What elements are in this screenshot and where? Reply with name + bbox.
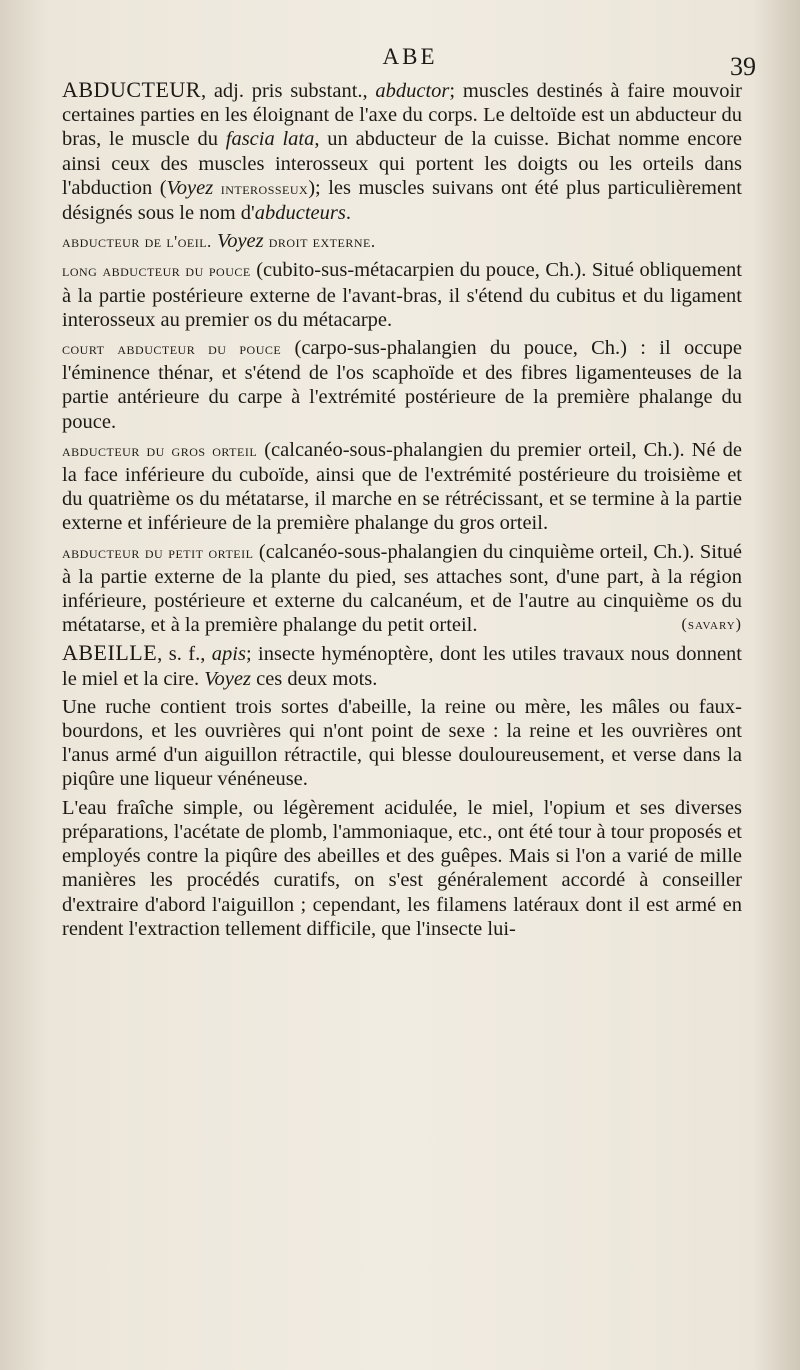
subentry-text: (calcanéo-sous-phalangien du premier orteil, Ch.). Né de la face inférieure du cuboïde, ainsi que de l'extrémité postérieure du troisième et du quatrième os du métatarse, il marche en se rétrécissant, et se termine à la partie externe et inférieure de la première phalange du gros orteil. <box>62 438 742 535</box>
entry-abducteur <box>62 78 742 225</box>
entry-text: ; muscles destinés à faire mouvoir certaines parties en les éloignant de l'axe du corps. Le deltoïde est un abducteur du bras, le muscle du <box>62 80 742 151</box>
headword-abeille: ABEILLE <box>62 640 158 666</box>
paragraph-traitement: L'eau fraîche simple, ou légèrement acidulée, le miel, l'opium et ses diverses préparations, l'acétate de plomb, l'ammoniaque, etc., ont été tour à tour proposés et employés contre la piqûre des abeilles et des guêpes. Mais si l'on a varié de mille manières les procédés curatifs, on s'est généralement accordé à conseiller d'extraire d'abord l'aiguillon ; cependant, les filamens latéraux dont il est armé en rendent l'extraction tellement difficile, que l'insecte lui- <box>62 796 742 940</box>
cross-ref-target: interosseux <box>220 178 309 198</box>
paragraph-ruche: Une ruche contient trois sortes d'abeille, la reine ou mère, les mâles ou faux-bourdons, et les ouvrières qui n'ont point de sexe : la reine et les ouvrières ont l'anus armé d'un aiguillon rétractile, qui blesse douloureusement, et verse dans la piqûre une liqueur vénéneuse. <box>62 695 742 791</box>
entry-text: ; insecte hyménoptère, dont les utiles travaux nous donnent le miel et la cire. <box>62 643 742 690</box>
subentry-text: (cubito-sus-métacarpien du pouce, Ch.). Situé obliquement à la partie postérieure externe de l'avant-bras, il s'étend du cubitus et du ligament interosseux au premier os du métacarpe. <box>62 259 742 331</box>
entry-text: ); les muscles suivans ont été plus particulièrement désignés sous le nom d' <box>62 176 742 225</box>
running-head: ABE <box>382 44 438 69</box>
author-signature: (savary) <box>681 616 742 634</box>
entry-text: . <box>345 202 351 225</box>
italic-term: abducteurs <box>254 202 346 225</box>
cross-ref-voyez: Voyez <box>204 667 251 690</box>
page-number: 39 <box>730 52 756 81</box>
subentry-head: court abducteur du pouce <box>62 339 282 359</box>
cross-ref-target: droit externe. <box>268 232 376 252</box>
entry-text: , adj. pris substant., <box>200 80 376 102</box>
subentry-long-pouce <box>62 258 742 332</box>
italic-term: fascia lata <box>225 128 315 151</box>
subentry-text: (carpo-sus-phalangien du pouce, Ch.) : il occupe l'éminence thénar, et s'étend de l'os scaphoïde et des fibres ligamenteuses de la partie antérieure du carpe à l'extrémité postérieure de la première phalange du pouce. <box>62 337 742 433</box>
subentry-oeil <box>62 229 742 254</box>
subentry-head: abducteur du petit orteil <box>62 542 254 562</box>
latin-term: abductor <box>375 80 450 102</box>
entry-text: , s. f., <box>157 643 212 666</box>
cross-ref-voyez: Voyez <box>166 176 214 199</box>
latin-term: apis <box>211 643 246 666</box>
entry-abeille <box>62 641 742 690</box>
subentry-text: (calcanéo-sous-phalangien du cinquième orteil, Ch.). Situé à la partie externe de la plante du pied, ses attaches sont, d'une part, à la région inférieure, postérieure et externe du calcanéum, et de l'autre au cinquième os du métatarse, et à la première phalange du petit orteil. <box>62 540 743 637</box>
subentry-head: abducteur du gros orteil <box>62 440 258 460</box>
subentry-head: long abducteur du pouce <box>62 261 251 281</box>
headword-abducteur: ABDUCTEUR <box>62 77 201 102</box>
entry-text: ces deux mots. <box>250 667 378 690</box>
entry-text: , un abducteur de la cuisse. Bichat nomme encore ainsi ceux des muscles interosseux qui portent les doigts ou les orteils dans l'abduction ( <box>62 128 743 199</box>
subentry-petit-orteil <box>62 540 742 638</box>
cross-ref-voyez: Voyez <box>216 230 264 253</box>
subentry-gros-orteil <box>62 438 742 536</box>
subentry-court-pouce <box>62 336 742 434</box>
page-body <box>62 78 742 945</box>
subentry-head: abducteur de l'oeil. <box>62 232 212 252</box>
